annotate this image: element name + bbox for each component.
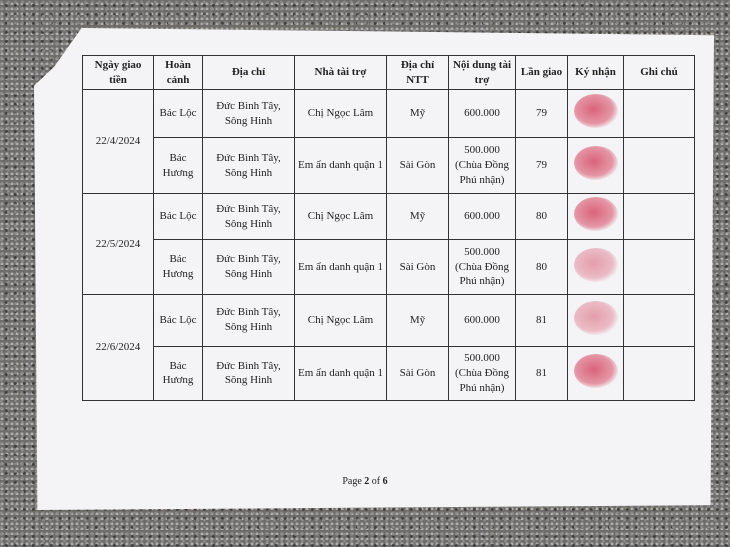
table-row	[83, 194, 695, 240]
person-cell: Bác Hương	[154, 346, 203, 400]
delivery-cell: 81	[516, 294, 568, 346]
fingerprint-icon	[574, 197, 618, 231]
delivery-cell: 79	[516, 90, 568, 138]
fingerprint-icon	[574, 94, 618, 128]
sponsor-cell: Chị Ngọc Lâm	[295, 194, 387, 240]
table-row	[83, 138, 695, 194]
fingerprint-icon	[574, 248, 618, 282]
signature-cell	[568, 90, 624, 138]
fingerprint-icon	[574, 146, 618, 180]
date-cell: 22/4/2024	[83, 90, 154, 194]
delivery-cell: 81	[516, 346, 568, 400]
sponsor-address-cell: Sài Gòn	[387, 138, 449, 194]
address-cell: Đức Bình Tây, Sông Hinh	[203, 294, 295, 346]
date-cell: 22/6/2024	[83, 294, 154, 400]
date-cell: 22/5/2024	[83, 194, 154, 294]
person-cell: Bác Hương	[154, 138, 203, 194]
table-row	[83, 90, 695, 138]
table-row	[83, 294, 695, 346]
page-number	[0, 476, 730, 487]
address-cell: Đức Bình Tây, Sông Hinh	[203, 240, 295, 294]
header-content: Nội dung tài trợ	[449, 56, 516, 90]
delivery-cell: 80	[516, 194, 568, 240]
sponsor-address-cell: Sài Gòn	[387, 346, 449, 400]
page-of: of	[371, 476, 381, 487]
sponsor-cell: Em ẩn danh quận 1	[295, 240, 387, 294]
header-delivery: Lần giao	[516, 56, 568, 90]
header-address: Địa chỉ	[203, 56, 295, 90]
sponsor-cell: Em ẩn danh quận 1	[295, 138, 387, 194]
content-cell: 500.000 (Chùa Đồng Phú nhận)	[449, 346, 516, 400]
page-prefix: Page	[342, 476, 362, 487]
content-cell: 500.000 (Chùa Đồng Phú nhận)	[449, 138, 516, 194]
note-cell	[624, 240, 695, 294]
person-cell: Bác Hương	[154, 240, 203, 294]
table-row	[83, 240, 695, 294]
sponsor-address-cell: Sài Gòn	[387, 240, 449, 294]
address-cell: Đức Bình Tây, Sông Hinh	[203, 138, 295, 194]
sponsor-cell: Chị Ngọc Lâm	[295, 294, 387, 346]
header-sponsor-address: Địa chỉ NTT	[387, 56, 449, 90]
fingerprint-icon	[574, 354, 618, 388]
sponsor-address-cell: Mỹ	[387, 294, 449, 346]
content-cell: 600.000	[449, 90, 516, 138]
note-cell	[624, 90, 695, 138]
note-cell	[624, 138, 695, 194]
note-cell	[624, 294, 695, 346]
person-cell: Bác Lộc	[154, 194, 203, 240]
signature-cell	[568, 346, 624, 400]
sponsor-cell: Chị Ngọc Lâm	[295, 90, 387, 138]
delivery-cell: 80	[516, 240, 568, 294]
header-row	[83, 56, 695, 90]
address-cell: Đức Bình Tây, Sông Hinh	[203, 346, 295, 400]
table-row	[83, 346, 695, 400]
note-cell	[624, 346, 695, 400]
signature-cell	[568, 240, 624, 294]
content-cell: 600.000	[449, 294, 516, 346]
page-total: 6	[382, 476, 388, 487]
payment-ledger-table	[82, 55, 695, 401]
note-cell	[624, 194, 695, 240]
content-cell: 600.000	[449, 194, 516, 240]
content-cell: 500.000 (Chùa Đồng Phú nhận)	[449, 240, 516, 294]
signature-cell	[568, 138, 624, 194]
header-sponsor: Nhà tài trợ	[295, 56, 387, 90]
signature-cell	[568, 294, 624, 346]
fingerprint-icon	[574, 301, 618, 335]
sponsor-cell: Em ẩn danh quận 1	[295, 346, 387, 400]
person-cell: Bác Lộc	[154, 90, 203, 138]
person-cell: Bác Lộc	[154, 294, 203, 346]
address-cell: Đức Bình Tây, Sông Hinh	[203, 90, 295, 138]
address-cell: Đức Bình Tây, Sông Hinh	[203, 194, 295, 240]
header-signature: Ký nhận	[568, 56, 624, 90]
sponsor-address-cell: Mỹ	[387, 194, 449, 240]
delivery-cell: 79	[516, 138, 568, 194]
page-current: 2	[364, 476, 370, 487]
header-date: Ngày giao tiền	[83, 56, 154, 90]
header-situation: Hoàn cảnh	[154, 56, 203, 90]
signature-cell	[568, 194, 624, 240]
sponsor-address-cell: Mỹ	[387, 90, 449, 138]
header-note: Ghi chú	[624, 56, 695, 90]
